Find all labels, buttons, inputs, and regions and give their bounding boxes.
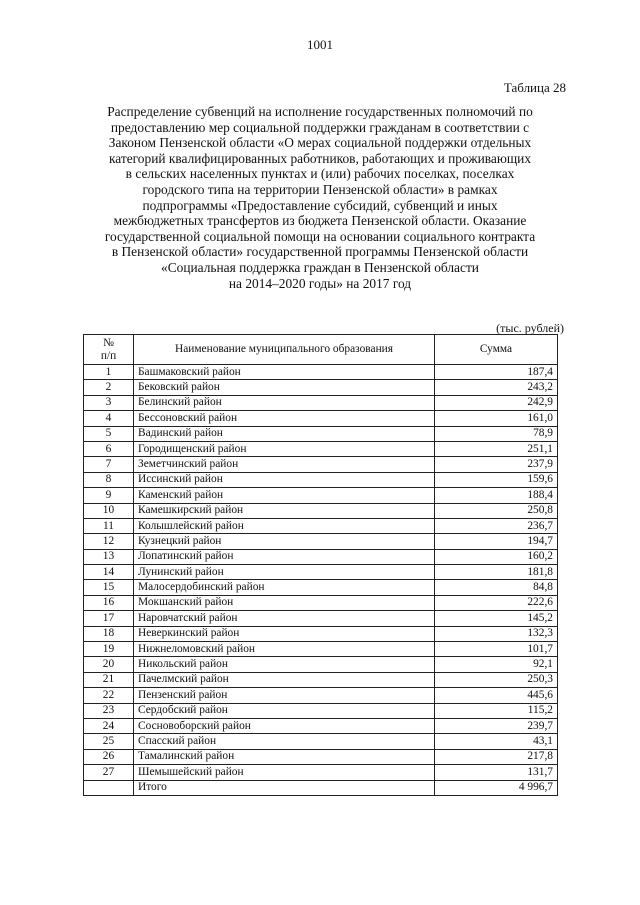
row-name: Сосновоборский район <box>134 718 435 733</box>
table-row <box>84 441 558 456</box>
subventions-table <box>83 334 558 796</box>
row-sum: 239,7 <box>435 718 558 733</box>
row-name: Кузнецкий район <box>134 534 435 549</box>
row-sum: 194,7 <box>435 534 558 549</box>
row-name: Мокшанский район <box>134 595 435 610</box>
row-sum: 251,1 <box>435 441 558 456</box>
row-name: Каменский район <box>134 488 435 503</box>
row-sum: 145,2 <box>435 611 558 626</box>
row-number: 14 <box>84 565 134 580</box>
row-sum: 101,7 <box>435 642 558 657</box>
title-line: Распределение субвенций на исполнение государственных полномочий по <box>107 104 533 119</box>
row-number: 4 <box>84 411 134 426</box>
row-number: 9 <box>84 488 134 503</box>
row-name: Спасский район <box>134 734 435 749</box>
row-name: Бековский район <box>134 380 435 395</box>
row-name: Вадинский район <box>134 426 435 441</box>
table-row <box>84 672 558 687</box>
row-sum: 131,7 <box>435 765 558 780</box>
header-number-line1: № <box>103 336 114 349</box>
units-label: (тыс. рублей) <box>496 321 564 335</box>
row-sum: 222,6 <box>435 595 558 610</box>
row-sum: 243,2 <box>435 380 558 395</box>
table-row <box>84 518 558 533</box>
row-name: Земетчинский район <box>134 457 435 472</box>
table-row <box>84 488 558 503</box>
header-number-line2: п/п <box>100 349 117 362</box>
table-row <box>84 380 558 395</box>
table-row <box>84 534 558 549</box>
row-sum: 188,4 <box>435 488 558 503</box>
row-name: Пачелмский район <box>134 672 435 687</box>
table-row <box>84 734 558 749</box>
table-row <box>84 580 558 595</box>
table-row <box>84 411 558 426</box>
table-row <box>84 688 558 703</box>
row-sum: 92,1 <box>435 657 558 672</box>
table-row <box>84 718 558 733</box>
table-row <box>84 565 558 580</box>
row-number: 12 <box>84 534 134 549</box>
row-number: 17 <box>84 611 134 626</box>
row-sum: 160,2 <box>435 549 558 564</box>
title-line: подпрограммы «Предоставление субсидий, субвенций и иных <box>142 197 498 213</box>
row-sum: 250,8 <box>435 503 558 518</box>
row-name: Малосердобинский район <box>134 580 435 595</box>
row-number: 3 <box>84 395 134 410</box>
row-number: 5 <box>84 426 134 441</box>
title-line: межбюджетных трансфертов из бюджета Пензенской области. Оказание <box>113 213 527 229</box>
row-number: 16 <box>84 595 134 610</box>
row-number: 21 <box>84 672 134 687</box>
row-name: Наровчатский район <box>134 611 435 626</box>
table-row <box>84 657 558 672</box>
header-name: Наименование муниципального образования <box>134 335 435 365</box>
table-row <box>84 626 558 641</box>
row-number: 24 <box>84 718 134 733</box>
row-number: 25 <box>84 734 134 749</box>
document-title <box>70 104 570 291</box>
row-name: Неверкинский район <box>134 626 435 641</box>
row-sum: 217,8 <box>435 749 558 764</box>
title-line: в Пензенской области» государственной программы Пензенской области <box>111 244 529 260</box>
table-row <box>84 457 558 472</box>
header-number <box>84 335 134 365</box>
row-number: 26 <box>84 749 134 764</box>
header-sum: Сумма <box>435 335 558 365</box>
row-name: Лунинский район <box>134 565 435 580</box>
row-sum: 78,9 <box>435 426 558 441</box>
table-row <box>84 503 558 518</box>
table-label: Таблица 28 <box>503 80 566 95</box>
row-sum: 132,3 <box>435 626 558 641</box>
table-row <box>84 595 558 610</box>
table-row <box>84 765 558 780</box>
row-sum: 242,9 <box>435 395 558 410</box>
row-sum: 250,3 <box>435 672 558 687</box>
row-name: Иссинский район <box>134 472 435 487</box>
row-name: Шемышейский район <box>134 765 435 780</box>
row-name: Нижнеломовский район <box>134 642 435 657</box>
row-name: Никольский район <box>134 657 435 672</box>
row-name: Тамалинский район <box>134 749 435 764</box>
row-sum: 187,4 <box>435 365 558 380</box>
title-line: «Социальная поддержка граждан в Пензенской области <box>161 259 479 275</box>
row-number: 11 <box>84 518 134 533</box>
row-number: 20 <box>84 657 134 672</box>
row-number: 7 <box>84 457 134 472</box>
row-name: Бессоновский район <box>134 411 435 426</box>
table-row <box>84 642 558 657</box>
row-sum: 237,9 <box>435 457 558 472</box>
table-body <box>84 365 558 796</box>
row-number: 27 <box>84 765 134 780</box>
row-sum: 161,0 <box>435 411 558 426</box>
title-line: в сельских населенных пунктах и (или) рабочих поселках, поселках <box>125 166 515 182</box>
row-sum: 445,6 <box>435 688 558 703</box>
table-row <box>84 365 558 380</box>
table-row <box>84 749 558 764</box>
table-row <box>84 549 558 564</box>
row-number: 13 <box>84 549 134 564</box>
page-number: 1001 <box>307 37 333 52</box>
table-row <box>84 703 558 718</box>
row-name: Пензенский район <box>134 688 435 703</box>
title-line: городского типа на территории Пензенской области» в рамках <box>142 181 498 197</box>
row-sum: 181,8 <box>435 565 558 580</box>
title-line: Законом Пензенской области «О мерах социальной поддержки отдельных <box>108 135 532 151</box>
row-sum: 115,2 <box>435 703 558 718</box>
row-sum: 84,8 <box>435 580 558 595</box>
row-number: 10 <box>84 503 134 518</box>
row-number: 19 <box>84 642 134 657</box>
row-number: 2 <box>84 380 134 395</box>
row-number: 6 <box>84 441 134 456</box>
title-line: на 2014–2020 годы» на 2017 год <box>228 275 412 291</box>
table-row <box>84 426 558 441</box>
row-number: 23 <box>84 703 134 718</box>
title-line: государственной социальной помощи на основании социального контракта <box>104 228 536 244</box>
row-number: 1 <box>84 365 134 380</box>
row-name: Городищенский район <box>134 441 435 456</box>
row-sum: 159,6 <box>435 472 558 487</box>
title-line: предоставлению мер социальной поддержки гражданам в соответствии с <box>110 119 530 135</box>
row-number: 15 <box>84 580 134 595</box>
table-row <box>84 472 558 487</box>
row-number: 18 <box>84 626 134 641</box>
table-row <box>84 611 558 626</box>
table-row <box>84 395 558 410</box>
row-number: 8 <box>84 472 134 487</box>
total-label: Итого <box>134 780 435 795</box>
table-header-row <box>84 335 558 365</box>
total-sum: 4 996,7 <box>435 780 558 795</box>
row-name: Башмаковский район <box>134 365 435 380</box>
row-sum: 236,7 <box>435 518 558 533</box>
row-name: Белинский район <box>134 395 435 410</box>
row-name: Камешкирский район <box>134 503 435 518</box>
total-number <box>84 780 134 795</box>
row-number: 22 <box>84 688 134 703</box>
row-name: Сердобский район <box>134 703 435 718</box>
title-line: категорий квалифицированных работников, работающих и проживающих <box>108 150 532 166</box>
row-name: Колышлейский район <box>134 518 435 533</box>
total-row <box>84 780 558 795</box>
row-sum: 43,1 <box>435 734 558 749</box>
row-name: Лопатинский район <box>134 549 435 564</box>
